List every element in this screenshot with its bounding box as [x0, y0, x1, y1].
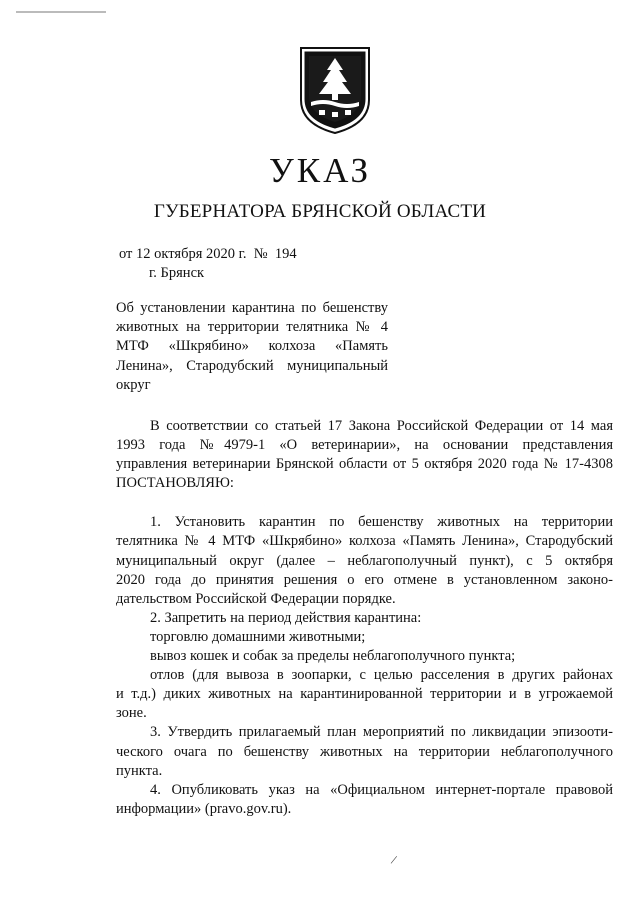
document-subject — [116, 299, 388, 395]
subject-line: Ленина», Стародубский муниципальный — [116, 357, 388, 374]
body-line: отлов (для вывоза в зоопарки, с целью расселения в других районах — [150, 667, 613, 684]
body-line: вывоз кошек и собак за пределы неблагополучного пункта; — [150, 648, 516, 665]
body-line: 1. Установить карантин по бешенству животных на территории — [150, 514, 613, 531]
coat-of-arms-icon — [297, 44, 373, 136]
body-line: пункта. — [116, 762, 163, 779]
body-line: телятника № 4 МТФ «Шкрябино» колхоза «Память Ленина», Стародубский — [116, 533, 613, 550]
scan-artifact — [16, 11, 106, 13]
body-line: 2020 года до принятия решения о его отмене в установленном законо- — [116, 571, 613, 588]
body-line: дательством Российской Федерации порядке. — [116, 590, 396, 607]
document-date-number: от 12 октября 2020 г. № 194 — [119, 246, 297, 262]
subject-line: Об установлении карантина по бешенству — [116, 300, 388, 316]
body-line: ПОСТАНОВЛЯЮ: — [116, 475, 234, 492]
body-line: зоне. — [116, 705, 147, 722]
body-line: 3. Утвердить прилагаемый план мероприятий по ликвидации эпизооти- — [150, 724, 613, 741]
body-line: муниципальный округ (далее – неблагополучный пункт), с 5 октября — [116, 552, 613, 569]
subject-line: округ — [116, 376, 151, 393]
body-line: ческого очага по бешенству животных на территории неблагополучного — [116, 743, 613, 760]
body-line: 4. Опубликовать указ на «Официальном интернет-портале правовой — [150, 781, 613, 798]
subject-line: животных на территории телятника № 4 — [116, 319, 388, 336]
document-subtitle: ГУБЕРНАТОРА БРЯНСКОЙ ОБЛАСТИ — [153, 201, 487, 222]
body-line: и т.д.) диких животных на карантинированной территории и в угрожаемой — [116, 686, 613, 703]
body-line: 1993 года №4979-1 «О ветеринарии», на основании представления — [116, 437, 613, 454]
document-title: УКАЗ — [268, 151, 372, 190]
document-city: г. Брянск — [149, 265, 205, 281]
body-line: управления ветеринарии Брянской области от 5 октября 2020 года № 17-4308 — [116, 456, 613, 473]
body-line: информации» (pravo.gov.ru). — [116, 800, 292, 817]
body-line: В соответствии со статьей 17 Закона Российской Федерации от 14 мая — [150, 418, 613, 434]
document-body — [116, 417, 613, 819]
body-line: торговлю домашними животными; — [150, 628, 366, 645]
subject-line: МТФ «Шкрябино» колхоза «Память — [116, 338, 388, 355]
pen-mark: / — [389, 851, 399, 868]
body-line: 2. Запретить на период действия карантина: — [150, 609, 422, 626]
